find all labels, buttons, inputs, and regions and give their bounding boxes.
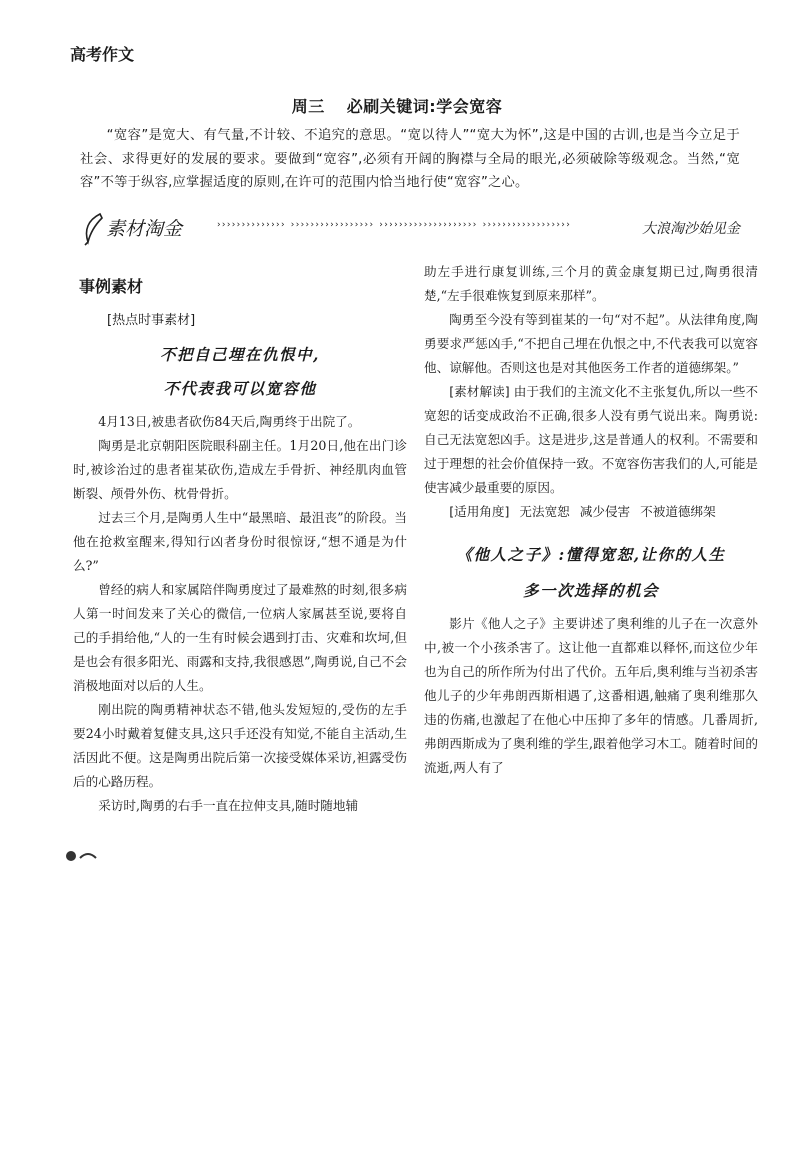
running-header: 高考作文 <box>70 45 135 64</box>
angle-paragraph <box>424 500 758 524</box>
banner-arrows: ›››››››››››››› ››››››››››››››››› ›››››››››››››››››››› ›››››››››››››››››› <box>216 220 571 230</box>
article-paragraph: 曾经的病人和家属陪伴陶勇度过了最难熬的时刻,很多病人第一时间发来了关心的微信,一位病人家属甚至说,要将自己的手捐给他,“人的一生有时候会遇到打击、灾难和坎坷,但是也会有很多阳光、雨露和支持,我很感恩”,陶勇说,自己不会消极地面对以后的人生。 <box>73 582 407 693</box>
article-paragraph: 过去三个月,是陶勇人生中“最黑暗、最沮丧”的阶段。当他在抢救室醒来,得知行凶者身份时很惊讶,“想不通是为什么?” <box>73 510 407 573</box>
article-paragraph: 陶勇是北京朝阳医院眼科副主任。1月20日,他在出门诊时,被诊治过的患者崔某砍伤,造成左手骨折、神经肌肉血管断裂、颅骨外伤、枕骨骨折。 <box>73 438 407 501</box>
article2-title-line2: 多一次选择的机会 <box>522 581 659 600</box>
page-ornament-icon <box>64 848 112 862</box>
left-column <box>73 260 407 818</box>
section-title <box>0 94 794 117</box>
angle-keyword: 减少侵害 <box>579 504 631 519</box>
article-title-line1: 不把自己埋在仇恨中, <box>160 345 320 364</box>
article-paragraph: 陶勇至今没有等到崔某的一句“对不起”。从法律角度,陶勇要求严惩凶手,“不把自己埋在仇恨之中,不代表我可以宽容他、谅解他。否则这也是对其他医务工作者的道德绑架。” <box>424 312 758 375</box>
article-paragraph: 采访时,陶勇的右手一直在拉伸支具,随时随地辅 <box>98 798 359 813</box>
hot-topic-tag: [热点时事素材] <box>107 313 196 328</box>
angle-label: [适用角度] <box>449 504 510 519</box>
material-banner <box>80 210 740 246</box>
banner-title: 素材淘金 <box>106 218 183 240</box>
continuation-paragraph: 助左手进行康复训练,三个月的黄金康复期已过,陶勇很清楚,“左手很难恢复到原来那样”。 <box>424 264 758 303</box>
angle-keyword: 无法宽恕 <box>519 504 570 519</box>
angle-keyword: 不被道德绑架 <box>640 504 716 519</box>
section-day: 周三 <box>291 97 325 116</box>
article-title-line2: 不代表我可以宽容他 <box>163 379 317 398</box>
article-paragraph: 刚出院的陶勇精神状态不错,他头发短短的,受伤的左手要24小时戴着复健支具,这只手还没有知觉,不能自主活动,生活因此不便。这是陶勇出院后第一次接受媒体采访,袒露受伤后的心路历程。 <box>73 702 407 789</box>
right-column <box>424 260 758 780</box>
banner-slogan: 大浪淘沙始见金 <box>642 221 740 237</box>
section-keyword: 必刷关键词:学会宽容 <box>346 97 503 116</box>
interpretation-paragraph <box>424 380 758 500</box>
intro-paragraph: “宽容”是宽大、有气量,不计较、不追究的意思。“宽以待人”“宽大为怀”,这是中国的古训,也是当今立足于社会、求得更好的发展的要求。要做到“宽容”,必须有开阔的胸襟与全局的眼光,必须破除等级观念。当然,“宽容”不等于纵容,应掌握适度的原则,在许可的范围内恰当地行使“宽容”之心。 <box>80 128 740 190</box>
article2-title-line1: 《他人之子》:懂得宽恕,让你的人生 <box>456 545 726 564</box>
interpretation-text: 由于我们的主流文化不主张复仇,所以一些不宽恕的话变成政治不正确,很多人没有勇气说出来。陶勇说:自己无法宽恕凶手。这是进步,这是普通人的权利。不需要和过于理想的社会价值保持一致。不宽容伤害我们的人,可能是使害减少最重要的原因。 <box>424 384 758 495</box>
article2-paragraph: 影片《他人之子》主要讲述了奥利维的儿子在一次意外中,被一个小孩杀害了。这让他一直都难以释怀,而这位少年也为自己的所作所为付出了代价。五年后,奥利维与当初杀害他儿子的少年弗朗西斯相遇了,这番相遇,触痛了奥利维那久违的伤痛,也激起了在他心中压抑了多年的情感。几番周折,弗朗西斯成为了奥利维的学生,跟着他学习木工。随着时间的流逝,两人有了 <box>424 616 758 775</box>
case-heading: 事例素材 <box>79 277 144 296</box>
article-paragraph: 4月13日,被患者砍伤84天后,陶勇终于出院了。 <box>98 414 361 429</box>
quill-icon <box>80 212 106 246</box>
interpretation-label: [素材解读] <box>449 384 510 399</box>
